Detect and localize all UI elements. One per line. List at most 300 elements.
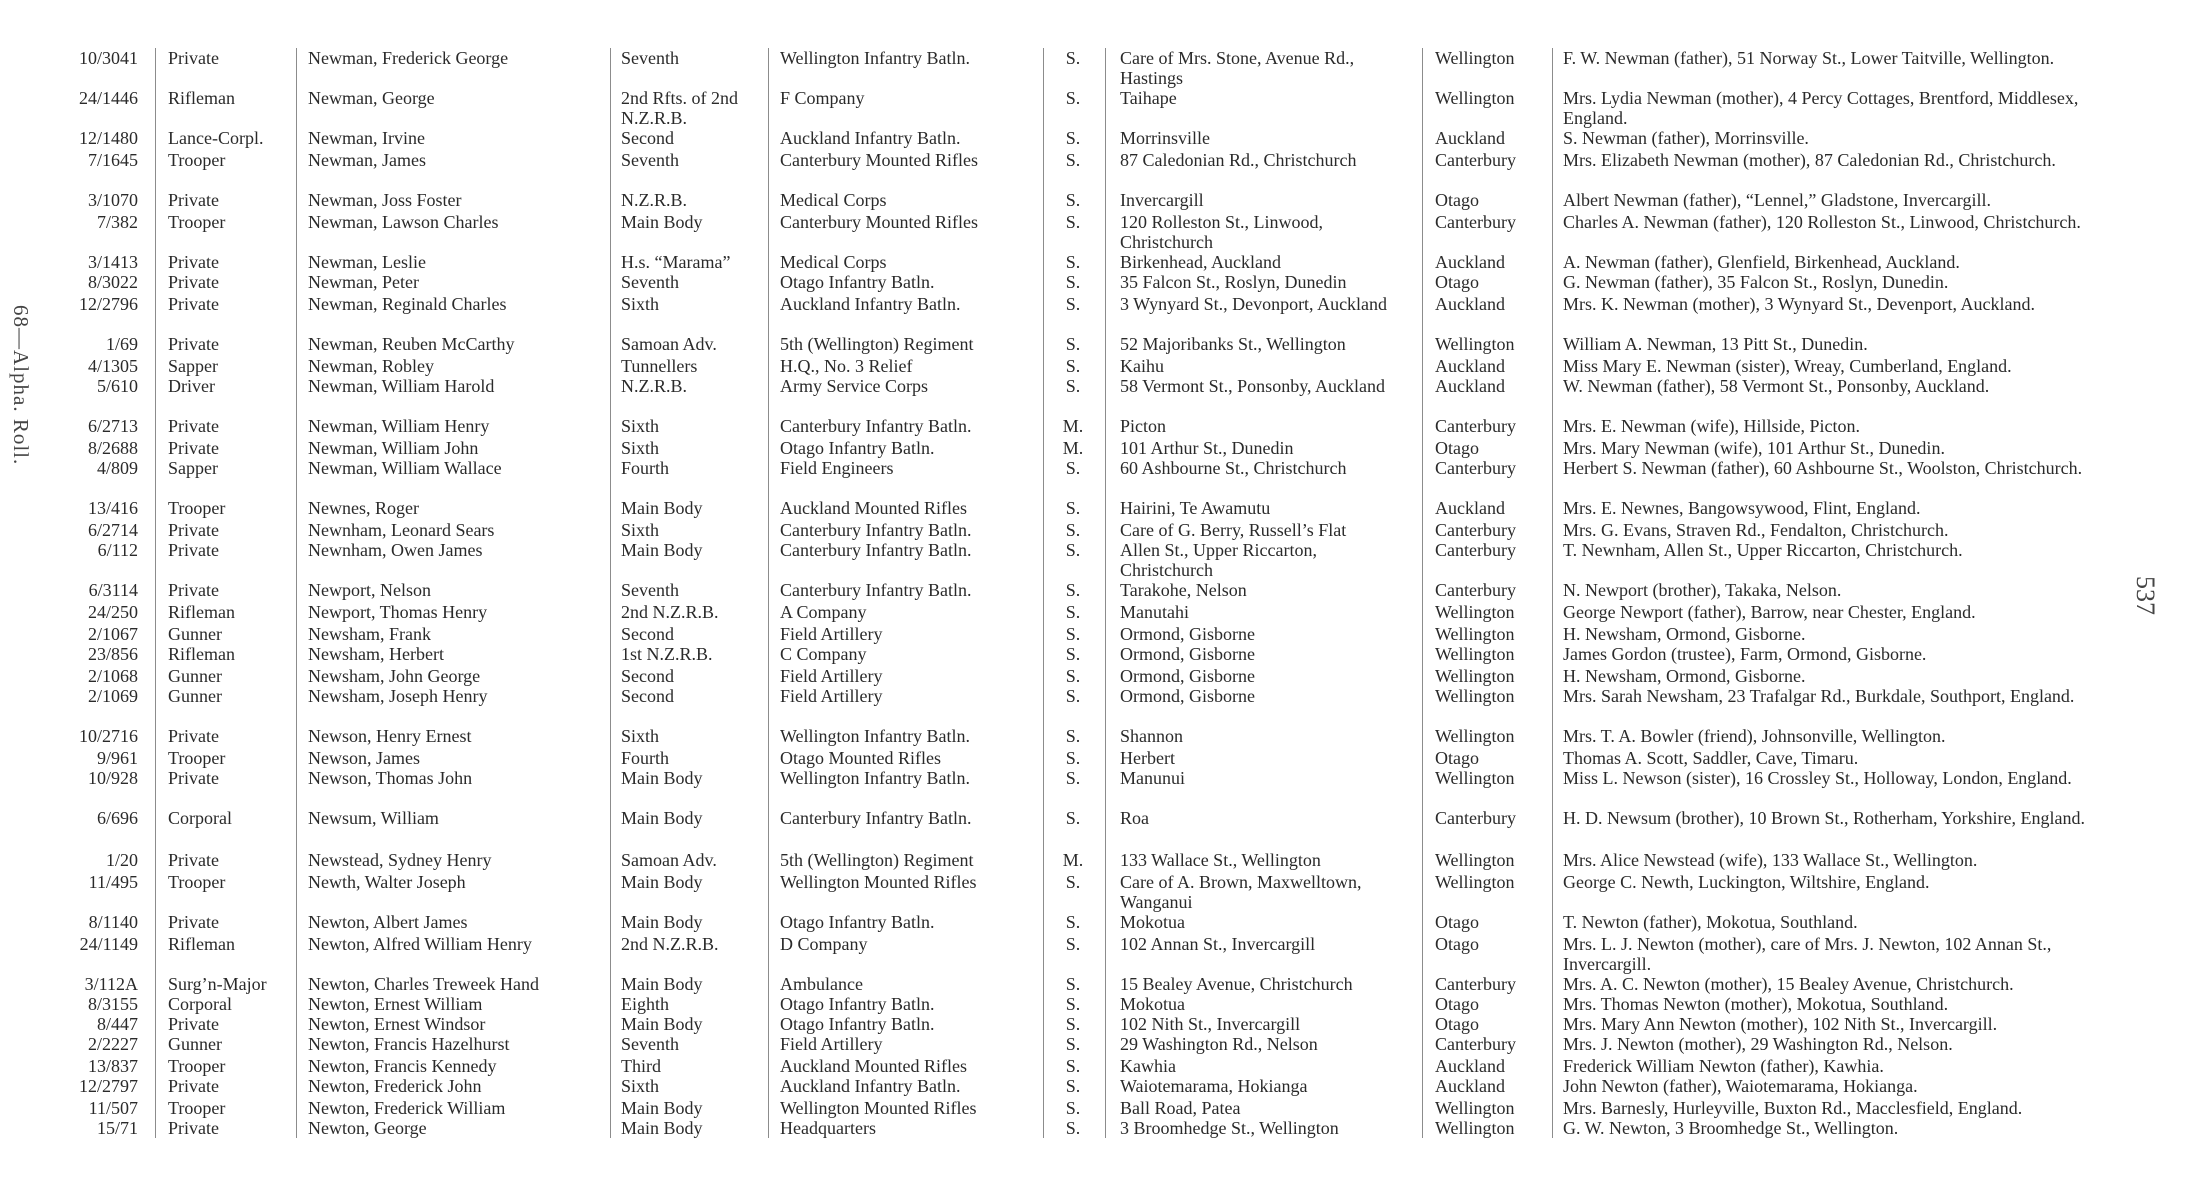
cell-dist: Wellington — [1435, 686, 1515, 706]
cell-kin: Mrs. Sarah Newsham, 23 Trafalgar Rd., Burkdale, Southport, England. — [1563, 686, 2075, 706]
cell-rank: Private — [168, 294, 219, 314]
cell-unit: Third — [621, 1056, 661, 1076]
cell-dist: Wellington — [1435, 1118, 1515, 1138]
cell-name: Newton, George — [308, 1118, 427, 1138]
cell-dist: Auckland — [1435, 1076, 1505, 1096]
cell-kin: Mrs. T. A. Bowler (friend), Johnsonville, Wellington. — [1563, 726, 1946, 746]
cell-kin: Mrs. K. Newman (mother), 3 Wynyard St., Devenport, Auckland. — [1563, 294, 2035, 314]
cell-kin: Mrs. Mary Ann Newton (mother), 102 Nith St., Invercargill. — [1563, 1014, 1998, 1034]
cell-name: Newman, William John — [308, 438, 479, 458]
cell-num: 2/2227 — [87, 1034, 138, 1054]
cell-rank: Private — [168, 252, 219, 272]
cell-corps: 5th (Wellington) Regiment — [780, 334, 974, 354]
cell-dist: Wellington — [1435, 726, 1515, 746]
cell-rank: Private — [168, 540, 219, 560]
cell-rank: Rifleman — [168, 934, 235, 954]
cell-corps: Headquarters — [780, 1118, 876, 1138]
cell-ms: S. — [1065, 808, 1081, 828]
cell-kin: Mrs. E. Newman (wife), Hillside, Picton. — [1563, 416, 1860, 436]
cell-ms: S. — [1065, 334, 1081, 354]
cell-ms: S. — [1065, 912, 1081, 932]
cell-corps: Otago Infantry Batln. — [780, 994, 935, 1014]
cell-kin: Miss L. Newson (sister), 16 Crossley St., Holloway, London, England. — [1563, 768, 2072, 788]
cell-corps: Otago Infantry Batln. — [780, 1014, 935, 1034]
cell-dist: Canterbury — [1435, 974, 1516, 994]
cell-unit: Main Body — [621, 212, 703, 232]
cell-corps: Otago Infantry Batln. — [780, 272, 935, 292]
cell-kin: Mrs. E. Newnes, Bangowsywood, Flint, England. — [1563, 498, 1921, 518]
cell-addr: 3 Wynyard St., Devonport, Auckland — [1120, 294, 1388, 314]
cell-rank: Sapper — [168, 458, 218, 478]
cell-num: 8/447 — [96, 1014, 138, 1034]
cell-num: 24/250 — [87, 602, 138, 622]
cell-unit: 2nd N.Z.R.B. — [621, 602, 719, 622]
cell-name: Newsham, Herbert — [308, 644, 444, 664]
cell-ms: S. — [1065, 458, 1081, 478]
cell-corps: Wellington Infantry Batln. — [780, 768, 971, 788]
cell-corps: Otago Infantry Batln. — [780, 438, 935, 458]
cell-rank: Private — [168, 520, 219, 540]
cell-num: 6/2714 — [87, 520, 138, 540]
cell-dist: Otago — [1435, 994, 1479, 1014]
cell-num: 12/2796 — [78, 294, 138, 314]
cell-num: 4/809 — [96, 458, 138, 478]
cell-dist: Otago — [1435, 748, 1479, 768]
cell-dist: Wellington — [1435, 644, 1515, 664]
cell-addr: Roa — [1120, 808, 1149, 828]
table-row — [0, 872, 2205, 912]
cell-name: Newton, Alfred William Henry — [308, 934, 532, 954]
cell-dist: Auckland — [1435, 498, 1505, 518]
cell-kin: Mrs. Lydia Newman (mother), 4 Percy Cottages, Brentford, Middlesex, England. — [1563, 88, 2079, 128]
cell-kin: John Newton (father), Waiotemarama, Hokianga. — [1563, 1076, 1918, 1096]
cell-corps: Auckland Mounted Rifles — [780, 498, 967, 518]
cell-kin: Thomas A. Scott, Saddler, Cave, Timaru. — [1563, 748, 1859, 768]
cell-name: Newton, Francis Kennedy — [308, 1056, 497, 1076]
cell-num: 7/382 — [96, 212, 138, 232]
cell-dist: Auckland — [1435, 1056, 1505, 1076]
cell-unit: Sixth — [621, 726, 660, 746]
cell-addr: 35 Falcon St., Roslyn, Dunedin — [1120, 272, 1347, 292]
cell-num: 10/928 — [87, 768, 138, 788]
cell-ms: S. — [1065, 748, 1081, 768]
cell-rank: Trooper — [168, 748, 226, 768]
cell-unit: Fourth — [621, 458, 670, 478]
cell-num: 2/1069 — [87, 686, 138, 706]
cell-addr: Birkenhead, Auckland — [1120, 252, 1281, 272]
cell-unit: Eighth — [621, 994, 669, 1014]
cell-addr: Manunui — [1120, 768, 1185, 788]
cell-kin: W. Newman (father), 58 Vermont St., Ponsonby, Auckland. — [1563, 376, 1990, 396]
cell-rank: Private — [168, 850, 219, 870]
cell-name: Newman, Reuben McCarthy — [308, 334, 515, 354]
cell-addr: Ormond, Gisborne — [1120, 644, 1255, 664]
cell-dist: Wellington — [1435, 1098, 1515, 1118]
cell-name: Newman, William Wallace — [308, 458, 502, 478]
cell-addr: Waiotemarama, Hokianga — [1120, 1076, 1308, 1096]
cell-dist: Otago — [1435, 438, 1479, 458]
cell-addr: Tarakohe, Nelson — [1120, 580, 1247, 600]
cell-unit: Sixth — [621, 438, 660, 458]
cell-name: Newman, Peter — [308, 272, 419, 292]
cell-name: Newman, Irvine — [308, 128, 425, 148]
cell-rank: Sapper — [168, 356, 218, 376]
cell-addr: Morrinsville — [1120, 128, 1210, 148]
cell-addr: 3 Broomhedge St., Wellington — [1120, 1118, 1339, 1138]
cell-kin: Miss Mary E. Newman (sister), Wreay, Cumberland, England. — [1563, 356, 2012, 376]
table-row — [0, 1118, 2205, 1158]
cell-name: Newton, Frederick John — [308, 1076, 482, 1096]
cell-rank: Private — [168, 1118, 219, 1138]
cell-dist: Wellington — [1435, 624, 1515, 644]
cell-name: Newsham, Joseph Henry — [308, 686, 488, 706]
cell-addr: Ball Road, Patea — [1120, 1098, 1241, 1118]
cell-kin: T. Newnham, Allen St., Upper Riccarton, Christchurch. — [1563, 540, 1963, 560]
cell-unit: Main Body — [621, 498, 703, 518]
table-row — [0, 294, 2205, 334]
cell-unit: Tunnellers — [621, 356, 698, 376]
cell-num: 1/20 — [105, 850, 138, 870]
cell-num: 10/3041 — [78, 48, 138, 68]
cell-num: 11/495 — [88, 872, 138, 892]
cell-corps: Canterbury Mounted Rifles — [780, 150, 978, 170]
cell-addr: Ormond, Gisborne — [1120, 686, 1255, 706]
page-number: 537 — [2131, 576, 2160, 615]
table-row — [0, 212, 2205, 252]
cell-ms: S. — [1065, 540, 1081, 560]
cell-dist: Canterbury — [1435, 416, 1516, 436]
cell-kin: Mrs. J. Newton (mother), 29 Washington Rd., Nelson. — [1563, 1034, 1953, 1054]
cell-addr: Picton — [1120, 416, 1167, 436]
cell-corps: Auckland Infantry Batln. — [780, 294, 961, 314]
cell-dist: Otago — [1435, 272, 1479, 292]
cell-unit: 1st N.Z.R.B. — [621, 644, 713, 664]
cell-addr: Shannon — [1120, 726, 1183, 746]
cell-dist: Canterbury — [1435, 1034, 1516, 1054]
cell-ms: S. — [1065, 150, 1081, 170]
cell-num: 1/69 — [105, 334, 138, 354]
cell-num: 13/837 — [87, 1056, 138, 1076]
table-row — [0, 934, 2205, 974]
cell-unit: Main Body — [621, 540, 703, 560]
cell-rank: Private — [168, 438, 219, 458]
cell-corps: F Company — [780, 88, 865, 108]
cell-num: 12/1480 — [78, 128, 138, 148]
cell-dist: Wellington — [1435, 768, 1515, 788]
cell-corps: Canterbury Infantry Batln. — [780, 540, 972, 560]
cell-kin: F. W. Newman (father), 51 Norway St., Lower Taitville, Wellington. — [1563, 48, 2055, 68]
cell-ms: M. — [1062, 416, 1084, 436]
cell-corps: Field Artillery — [780, 1034, 883, 1054]
cell-kin: William A. Newman, 13 Pitt St., Dunedin. — [1563, 334, 1868, 354]
cell-num: 3/1070 — [87, 190, 138, 210]
cell-unit: Seventh — [621, 580, 679, 600]
table-row — [0, 458, 2205, 498]
cell-corps: Wellington Mounted Rifles — [780, 872, 977, 892]
cell-rank: Private — [168, 1076, 219, 1096]
cell-kin: Mrs. A. C. Newton (mother), 15 Bealey Avenue, Christchurch. — [1563, 974, 2014, 994]
cell-ms: S. — [1065, 190, 1081, 210]
cell-num: 4/1305 — [87, 356, 138, 376]
cell-ms: S. — [1065, 994, 1081, 1014]
cell-name: Newnes, Roger — [308, 498, 419, 518]
cell-name: Newth, Walter Joseph — [308, 872, 466, 892]
cell-corps: Field Engineers — [780, 458, 894, 478]
cell-unit: Main Body — [621, 872, 703, 892]
cell-num: 24/1149 — [79, 934, 138, 954]
cell-corps: Auckland Infantry Batln. — [780, 128, 961, 148]
table-row — [0, 686, 2205, 726]
cell-rank: Corporal — [168, 994, 232, 1014]
cell-addr: 29 Washington Rd., Nelson — [1120, 1034, 1318, 1054]
cell-addr: 15 Bealey Avenue, Christchurch — [1120, 974, 1353, 994]
cell-ms: S. — [1065, 1098, 1081, 1118]
cell-name: Newman, George — [308, 88, 435, 108]
cell-unit: Samoan Adv. — [621, 850, 717, 870]
cell-ms: S. — [1065, 1014, 1081, 1034]
cell-addr: Kawhia — [1120, 1056, 1176, 1076]
cell-dist: Canterbury — [1435, 212, 1516, 232]
cell-kin: Mrs. Barnesly, Hurleyville, Buxton Rd., Macclesfield, England. — [1563, 1098, 2023, 1118]
cell-dist: Otago — [1435, 934, 1479, 954]
cell-dist: Canterbury — [1435, 150, 1516, 170]
cell-kin: George Newport (father), Barrow, near Chester, England. — [1563, 602, 1976, 622]
cell-ms: S. — [1065, 1056, 1081, 1076]
cell-kin: Frederick William Newton (father), Kawhia. — [1563, 1056, 1884, 1076]
cell-kin: Mrs. Alice Newstead (wife), 133 Wallace St., Wellington. — [1563, 850, 1978, 870]
cell-corps: Auckland Mounted Rifles — [780, 1056, 967, 1076]
cell-rank: Private — [168, 768, 219, 788]
cell-unit: Second — [621, 128, 674, 148]
cell-num: 8/2688 — [87, 438, 138, 458]
cell-unit: N.Z.R.B. — [621, 376, 688, 396]
cell-num: 3/112A — [84, 974, 138, 994]
cell-corps: Canterbury Infantry Batln. — [780, 416, 972, 436]
cell-unit: Sixth — [621, 520, 660, 540]
cell-corps: Otago Infantry Batln. — [780, 912, 935, 932]
cell-rank: Trooper — [168, 498, 226, 518]
cell-rank: Gunner — [168, 666, 222, 686]
cell-num: 24/1446 — [78, 88, 138, 108]
cell-ms: S. — [1065, 520, 1081, 540]
cell-corps: Otago Mounted Rifles — [780, 748, 941, 768]
cell-addr: Ormond, Gisborne — [1120, 624, 1255, 644]
cell-rank: Rifleman — [168, 88, 235, 108]
cell-dist: Otago — [1435, 1014, 1479, 1034]
cell-unit: Main Body — [621, 1098, 703, 1118]
cell-num: 23/856 — [87, 644, 138, 664]
cell-addr: Allen St., Upper Riccarton, Christchurch — [1120, 540, 1317, 580]
cell-corps: 5th (Wellington) Regiment — [780, 850, 974, 870]
cell-ms: S. — [1065, 934, 1081, 954]
cell-corps: Field Artillery — [780, 686, 883, 706]
cell-addr: Invercargill — [1120, 190, 1204, 210]
cell-name: Newton, Ernest Windsor — [308, 1014, 486, 1034]
cell-rank: Gunner — [168, 624, 222, 644]
cell-num: 6/2713 — [87, 416, 138, 436]
cell-name: Newton, Albert James — [308, 912, 468, 932]
cell-name: Newman, William Harold — [308, 376, 495, 396]
cell-corps: Wellington Mounted Rifles — [780, 1098, 977, 1118]
cell-corps: H.Q., No. 3 Relief — [780, 356, 913, 376]
cell-rank: Rifleman — [168, 602, 235, 622]
cell-dist: Auckland — [1435, 294, 1505, 314]
cell-dist: Wellington — [1435, 48, 1515, 68]
cell-rank: Private — [168, 580, 219, 600]
cell-name: Newstead, Sydney Henry — [308, 850, 492, 870]
cell-ms: S. — [1065, 272, 1081, 292]
cell-name: Newsham, Frank — [308, 624, 431, 644]
cell-unit: Second — [621, 686, 674, 706]
cell-unit: Samoan Adv. — [621, 334, 717, 354]
cell-dist: Auckland — [1435, 252, 1505, 272]
cell-rank: Gunner — [168, 686, 222, 706]
cell-name: Newport, Nelson — [308, 580, 431, 600]
cell-rank: Private — [168, 416, 219, 436]
cell-unit: Main Body — [621, 768, 703, 788]
cell-addr: Care of Mrs. Stone, Avenue Rd., Hastings — [1120, 48, 1355, 88]
cell-dist: Auckland — [1435, 356, 1505, 376]
cell-unit: Sixth — [621, 1076, 660, 1096]
cell-ms: S. — [1065, 666, 1081, 686]
cell-unit: Main Body — [621, 1118, 703, 1138]
cell-unit: Fourth — [621, 748, 670, 768]
cell-name: Newman, James — [308, 150, 426, 170]
table-row — [0, 48, 2205, 88]
cell-dist: Otago — [1435, 912, 1479, 932]
cell-dist: Wellington — [1435, 88, 1515, 108]
cell-corps: A Company — [780, 602, 867, 622]
cell-dist: Canterbury — [1435, 580, 1516, 600]
cell-unit: N.Z.R.B. — [621, 190, 688, 210]
cell-unit: Seventh — [621, 272, 679, 292]
cell-ms: S. — [1065, 644, 1081, 664]
cell-unit: Seventh — [621, 150, 679, 170]
cell-addr: Taihape — [1120, 88, 1177, 108]
cell-corps: D Company — [780, 934, 868, 954]
cell-kin: H. Newsham, Ormond, Gisborne. — [1563, 666, 1806, 686]
cell-kin: G. Newman (father), 35 Falcon St., Roslyn, Dunedin. — [1563, 272, 1949, 292]
cell-ms: S. — [1065, 498, 1081, 518]
cell-name: Newton, Francis Hazelhurst — [308, 1034, 510, 1054]
cell-ms: S. — [1065, 128, 1081, 148]
cell-unit: Main Body — [621, 912, 703, 932]
cell-ms: S. — [1065, 294, 1081, 314]
cell-dist: Wellington — [1435, 666, 1515, 686]
cell-num: 6/112 — [97, 540, 138, 560]
cell-kin: H. D. Newsum (brother), 10 Brown St., Rotherham, Yorkshire, England. — [1563, 808, 2085, 828]
cell-ms: S. — [1065, 356, 1081, 376]
cell-kin: George C. Newth, Luckington, Wiltshire, England. — [1563, 872, 1930, 892]
cell-name: Newson, Thomas John — [308, 768, 473, 788]
cell-num: 8/3155 — [87, 994, 138, 1014]
cell-kin: H. Newsham, Ormond, Gisborne. — [1563, 624, 1806, 644]
cell-dist: Wellington — [1435, 334, 1515, 354]
cell-addr: Kaihu — [1120, 356, 1164, 376]
cell-kin: Mrs. L. J. Newton (mother), care of Mrs. J. Newton, 102 Annan St., Invercargill. — [1563, 934, 2052, 974]
cell-corps: Auckland Infantry Batln. — [780, 1076, 961, 1096]
cell-rank: Trooper — [168, 1056, 226, 1076]
cell-ms: S. — [1065, 768, 1081, 788]
cell-num: 8/1140 — [88, 912, 138, 932]
cell-corps: Army Service Corps — [780, 376, 928, 396]
cell-rank: Private — [168, 190, 219, 210]
cell-rank: Driver — [168, 376, 215, 396]
cell-rank: Private — [168, 48, 219, 68]
cell-name: Newman, William Henry — [308, 416, 490, 436]
cell-rank: Corporal — [168, 808, 232, 828]
cell-dist: Canterbury — [1435, 808, 1516, 828]
cell-num: 13/416 — [87, 498, 138, 518]
cell-ms: S. — [1065, 1118, 1081, 1138]
cell-dist: Auckland — [1435, 376, 1505, 396]
cell-rank: Surg’n-Major — [168, 974, 267, 994]
cell-corps: Field Artillery — [780, 624, 883, 644]
cell-kin: A. Newman (father), Glenfield, Birkenhead, Auckland. — [1563, 252, 1960, 272]
cell-unit: 2nd N.Z.R.B. — [621, 934, 719, 954]
cell-kin: Charles A. Newman (father), 120 Rolleston St., Linwood, Christchurch. — [1563, 212, 2081, 232]
cell-ms: S. — [1065, 686, 1081, 706]
cell-unit: 2nd Rfts. of 2nd N.Z.R.B. — [621, 88, 738, 128]
cell-ms: M. — [1062, 438, 1084, 458]
cell-ms: S. — [1065, 624, 1081, 644]
cell-unit: Seventh — [621, 1034, 679, 1054]
table-row — [0, 768, 2205, 808]
cell-addr: Mokotua — [1120, 912, 1185, 932]
cell-corps: Medical Corps — [780, 190, 887, 210]
cell-addr: 133 Wallace St., Wellington — [1120, 850, 1321, 870]
cell-num: 15/71 — [96, 1118, 138, 1138]
cell-ms: M. — [1062, 850, 1084, 870]
cell-num: 6/3114 — [88, 580, 138, 600]
cell-addr: 101 Arthur St., Dunedin — [1120, 438, 1294, 458]
cell-unit: Second — [621, 624, 674, 644]
side-label: 68—Alpha. Roll. — [9, 305, 33, 466]
cell-addr: 102 Annan St., Invercargill — [1120, 934, 1316, 954]
cell-name: Newson, Henry Ernest — [308, 726, 472, 746]
cell-name: Newman, Robley — [308, 356, 434, 376]
cell-num: 8/3022 — [87, 272, 138, 292]
cell-num: 9/961 — [96, 748, 138, 768]
cell-rank: Gunner — [168, 1034, 222, 1054]
cell-rank: Trooper — [168, 212, 226, 232]
cell-corps: Wellington Infantry Batln. — [780, 726, 971, 746]
cell-dist: Canterbury — [1435, 540, 1516, 560]
cell-rank: Trooper — [168, 872, 226, 892]
cell-dist: Wellington — [1435, 872, 1515, 892]
cell-addr: 102 Nith St., Invercargill — [1120, 1014, 1301, 1034]
cell-corps: Ambulance — [780, 974, 863, 994]
cell-ms: S. — [1065, 974, 1081, 994]
cell-dist: Wellington — [1435, 602, 1515, 622]
cell-rank: Private — [168, 912, 219, 932]
cell-unit: Sixth — [621, 294, 660, 314]
cell-rank: Private — [168, 272, 219, 292]
cell-addr: Hairini, Te Awamutu — [1120, 498, 1271, 518]
table-row — [0, 88, 2205, 128]
cell-num: 7/1645 — [87, 150, 138, 170]
cell-ms: S. — [1065, 212, 1081, 232]
cell-kin: Albert Newman (father), “Lennel,” Gladstone, Invercargill. — [1563, 190, 1991, 210]
cell-dist: Canterbury — [1435, 520, 1516, 540]
cell-dist: Otago — [1435, 190, 1479, 210]
cell-dist: Auckland — [1435, 128, 1505, 148]
cell-addr: Herbert — [1120, 748, 1175, 768]
cell-name: Newton, Ernest William — [308, 994, 483, 1014]
cell-dist: Wellington — [1435, 850, 1515, 870]
cell-ms: S. — [1065, 376, 1081, 396]
cell-rank: Lance-Corpl. — [168, 128, 264, 148]
